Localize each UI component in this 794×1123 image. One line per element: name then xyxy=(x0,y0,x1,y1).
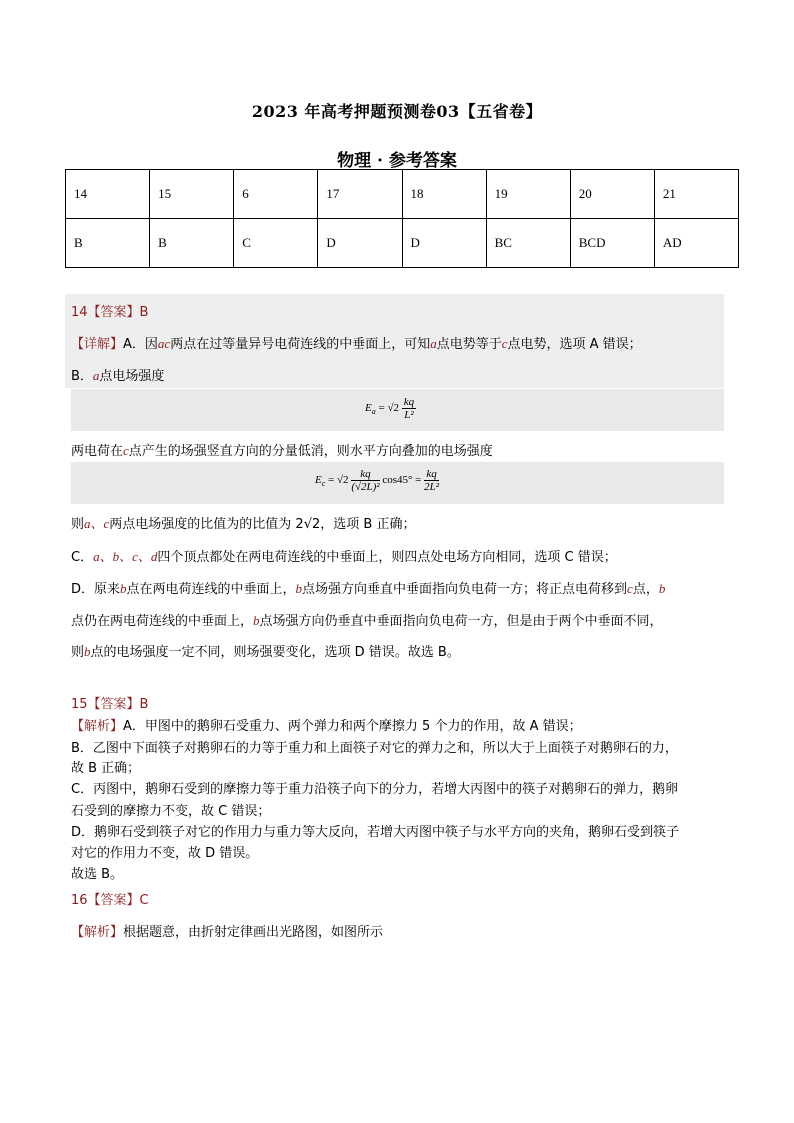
analysis-label: 【解析】 xyxy=(71,925,124,940)
eq-subscript: c xyxy=(321,479,326,489)
variable: c xyxy=(123,443,129,458)
text: 点， xyxy=(632,582,659,597)
eq-fraction xyxy=(351,468,379,493)
eq-symbol: E xyxy=(315,474,322,487)
variable: b xyxy=(120,581,127,596)
variable: c xyxy=(627,581,633,596)
eq-numerator: kq xyxy=(403,396,415,408)
q14-line-1 xyxy=(71,333,642,352)
text: 两电荷在 xyxy=(71,444,124,459)
eq-cos: cos45° = xyxy=(382,474,422,487)
table-cell: B xyxy=(66,219,150,268)
q14-line-2 xyxy=(71,365,164,384)
variable: b xyxy=(295,581,303,596)
text: 点电场强度 xyxy=(99,369,165,384)
eq-numerator: kq xyxy=(351,468,379,481)
text: 点场强方向垂直中垂面指向负电荷一方；将正点电荷移到 xyxy=(302,582,628,597)
eq-root: √2 xyxy=(387,402,399,415)
text: 点产生的场强竖直方向的分量低消，则水平方向叠加的电场强度 xyxy=(128,444,493,459)
variable: b xyxy=(253,613,260,628)
q15-head: 15【答案】B xyxy=(71,697,149,712)
q14-answer-heading xyxy=(71,301,148,320)
variable: a xyxy=(92,368,100,383)
variable: a xyxy=(430,336,437,351)
q14-line-5 xyxy=(71,546,617,565)
table-cell: 20 xyxy=(570,170,654,219)
q15-line-2 xyxy=(71,737,678,756)
table-cell: C xyxy=(234,219,318,268)
q15-line-7 xyxy=(71,842,258,861)
eq-sign: = xyxy=(378,402,385,415)
q14-line-4 xyxy=(71,513,415,532)
page-subtitle: 物理 · 参考答案 xyxy=(337,151,457,171)
table-cell: B xyxy=(150,219,234,268)
table-cell: 21 xyxy=(654,170,738,219)
variable: b xyxy=(658,581,666,596)
table-cell: 15 xyxy=(150,170,234,219)
text: C． xyxy=(71,550,94,565)
text: D．鹅卵石受到筷子对它的作用力与重力等大反向，若增大丙图中筷子与水平方向的夹角，鹅卵石受到筷子 xyxy=(71,825,680,840)
question-number-row xyxy=(66,170,739,219)
q14-head: 14【答案】B xyxy=(71,305,149,320)
text: 则 xyxy=(71,517,85,532)
q16-head: 16【答案】C xyxy=(71,893,149,908)
page-title: 2023 年高考押题预测卷03【五省卷】 xyxy=(251,102,543,121)
text: A．甲图中的鹅卵石受重力、两个弹力和两个摩擦力 5 个力的作用，故 A 错误； xyxy=(123,719,582,734)
text: 两点在过等量异号电荷连线的中垂面上，可知 xyxy=(170,337,431,352)
table-cell: 6 xyxy=(234,170,318,219)
table-cell: 17 xyxy=(318,170,402,219)
analysis-label: 【解析】 xyxy=(71,719,124,734)
text: B．乙图中下面筷子对鹅卵石的力等于重力和上面筷子对它的弹力之和，所以大于上面筷子对鹅卵石的力， xyxy=(71,741,678,756)
q15-line-5 xyxy=(71,800,270,819)
q14-line-6 xyxy=(71,578,665,597)
variable: b xyxy=(84,644,91,659)
q15-answer-heading xyxy=(71,693,148,712)
eq-fraction xyxy=(424,468,439,493)
text: B． xyxy=(71,369,93,384)
text: 点仍在两电荷连线的中垂面上， xyxy=(71,614,254,629)
eq-denominator: (√2L)² xyxy=(351,481,380,493)
q14-line-8 xyxy=(71,641,460,660)
q16-line-1 xyxy=(71,921,383,940)
eq-numerator: kq xyxy=(424,468,439,481)
text: 则 xyxy=(71,645,85,660)
q15-line-4 xyxy=(71,778,678,797)
table-cell: BCD xyxy=(570,219,654,268)
q15-line-6 xyxy=(71,821,679,840)
text: 根据题意，由折射定律画出光路图，如图所示 xyxy=(123,925,384,940)
table-cell: AD xyxy=(654,219,738,268)
q14-line-3 xyxy=(71,440,493,459)
eq-sign: = xyxy=(328,474,335,487)
eq-symbol: E xyxy=(365,402,372,415)
eq-root: √2 xyxy=(337,474,349,487)
equation-ec xyxy=(71,462,724,504)
text: 点电势，选项 A 错误； xyxy=(507,337,642,352)
text: 点在两电荷连线的中垂面上， xyxy=(126,582,296,597)
detail-label: 【详解】 xyxy=(71,337,124,352)
q16-answer-heading xyxy=(71,889,149,908)
q15-line-3 xyxy=(71,757,140,776)
table-cell: 14 xyxy=(66,170,150,219)
text: 四个顶点都处在两电荷连线的中垂面上，则四点处电场方向相同，选项 C 错误； xyxy=(157,550,617,565)
variable: a、c xyxy=(84,516,110,531)
table-cell: 19 xyxy=(486,170,570,219)
table-cell: D xyxy=(318,219,402,268)
text: 两点电场强度的比值为的比值为 2√2，选项 B 正确； xyxy=(109,517,416,532)
text: 点的电场强度一定不同，则场强要变化，选项 D 错误。故选 B。 xyxy=(90,645,460,660)
variable: c xyxy=(501,336,508,351)
equation-ea xyxy=(71,389,724,431)
q15-line-1 xyxy=(71,715,582,734)
text: A．因 xyxy=(123,337,158,352)
text: D．原来 xyxy=(71,582,121,597)
variable: ac xyxy=(157,336,171,351)
table-cell: 18 xyxy=(402,170,486,219)
text: 故 B 正确； xyxy=(71,761,141,776)
variable: a、b、c、d xyxy=(93,549,158,564)
text: 石受到的摩擦力不变，故 C 错误； xyxy=(71,804,271,819)
eq-subscript: a xyxy=(371,407,376,417)
text: C．丙图中，鹅卵石受到的摩擦力等于重力沿筷子向下的分力，若增大丙图中的筷子对鹅卵石的弹力，鹅卵 xyxy=(71,782,679,797)
eq-denominator: L² xyxy=(404,409,414,421)
text: 点电势等于 xyxy=(436,337,502,352)
text: 对它的作用力不变，故 D 错误。 xyxy=(71,846,259,861)
text: 点场强方向仍垂直中垂面指向负电荷一方，但是由于两个中垂面不同， xyxy=(259,614,663,629)
eq-denominator: 2L² xyxy=(424,481,440,493)
answer-table xyxy=(65,169,739,268)
answer-row xyxy=(66,219,739,268)
table-cell: BC xyxy=(486,219,570,268)
table-cell: D xyxy=(402,219,486,268)
q15-line-8 xyxy=(71,863,123,882)
text: 故选 B。 xyxy=(71,867,124,882)
q14-line-7 xyxy=(71,610,663,629)
eq-fraction xyxy=(402,396,416,421)
